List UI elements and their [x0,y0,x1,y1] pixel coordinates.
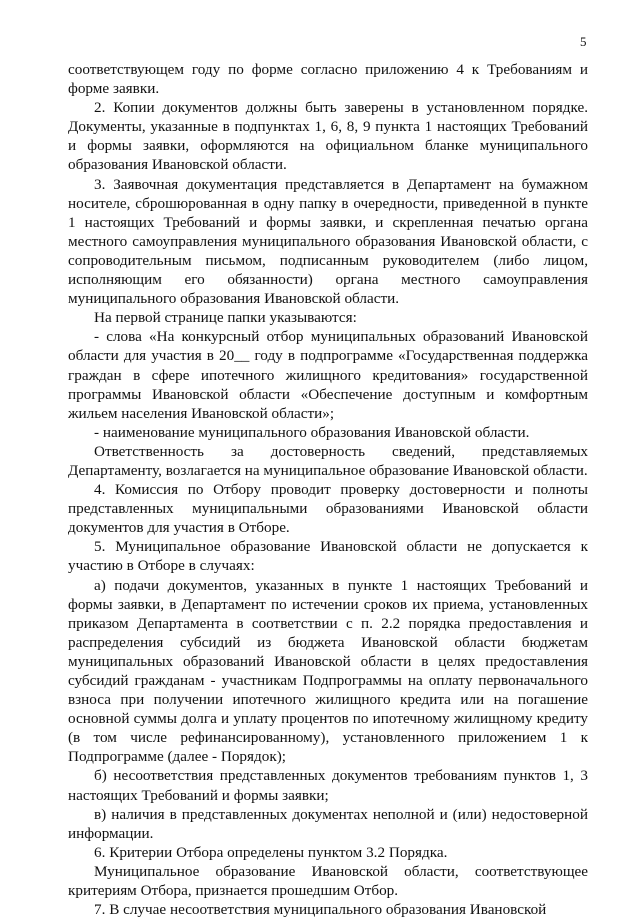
paragraph-first-page-name: - наименование муниципального образования Ивановской области. [94,423,530,441]
paragraph-form-reference: соответствующем году по форме согласно приложению 4 к Требованиям и форме заявки. [68,61,588,98]
paragraph-item-2: 2. Копии документов должны быть заверены в установленном порядке. Документы, указанные в подпунктах 1, 6, 8, 9 пункта 1 настоящих Требований и формы заявки, оформляются на официальном бланке муниципального образования Ивановской области. [68,99,588,174]
paragraph-item-5a: а) подачи документов, указанных в пункте 1 настоящих Требований и формы заявки, в Департамент по истечении сроков их приема, установленных приказом Департамента в соответствии с п. 2.2 порядка предоставления и распределения субсидий из бюджета Ивановской области бюджетам муниципальных образований Ивановской области в целях предоставления субсидий гражданам - участникам Подпрограммы на оплату первоначального взноса при получении ипотечного жилищного кредита или на погашение основной суммы долга и уплату процентов по ипотечному жилищному кредиту (в том числе рефинансированному), установленного приложением 1 к Подпрограмме (далее - Порядок); [68,576,588,766]
paragraph-first-page-words: - слова «На конкурсный отбор муниципальных образований Ивановской области для участия в 20__ году в подпрограмме «Государственная поддержка граждан в сфере ипотечного жилищного кредитования» государственной программы Ивановской области «Обеспечение доступным и комфортным жильем населения Ивановской области»; [68,328,588,422]
paragraph-item-4: 4. Комиссия по Отбору проводит проверку достоверности и полноты представленных муниципальными образованиями Ивановской области документов для участия в Отборе. [68,481,588,537]
paragraph-responsibility: Ответственность за достоверность сведений, представляемых Департаменту, возлагается на муниципальное образование Ивановской области. [68,442,588,479]
paragraph-item-7: 7. В случае несоответствия муниципального образования Ивановской [94,901,547,919]
paragraph-item-5: 5. Муниципальное образование Ивановской области не допускается к участию в Отборе в случаях: [68,538,588,575]
paragraph-passed-selection: Муниципальное образование Ивановской области, соответствующее критериям Отбора, признается прошедшим Отбор. [68,862,588,900]
page-number: 5 [580,34,587,49]
paragraph-item-3: 3. Заявочная документация представляется в Департамент на бумажном носителе, сброшюрованная в одну папку в очередности, приведенной в пункте 1 настоящих Требований и формы заявки, и скрепленная печатью органа местного самоуправления муниципального образования Ивановской области, с сопроводительным письмом, подписанным руководителем (либо лицом, исполняющим его обязанности) органа местного самоуправления муниципального образования Ивановской области. [68,175,588,308]
document-body [68,60,588,919]
paragraph-item-5c: в) наличия в представленных документах неполной и (или) недостоверной информации. [68,805,588,842]
paragraph-item-6: 6. Критерии Отбора определены пунктом 3.2 Порядка. [94,843,448,861]
paragraph-item-5b: б) несоответствия представленных документов требованиям пунктов 1, 3 настоящих Требований и формы заявки; [68,767,588,804]
paragraph-first-page-intro: На первой странице папки указываются: [94,309,357,327]
